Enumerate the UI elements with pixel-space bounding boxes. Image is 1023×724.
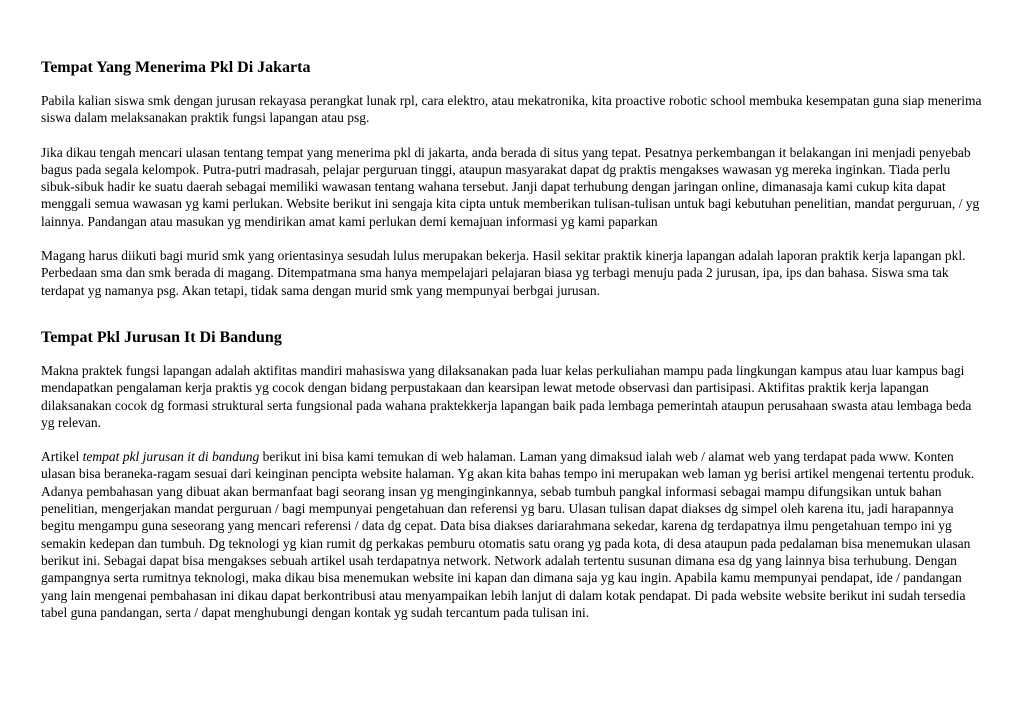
paragraph: Pabila kalian siswa smk dengan jurusan rekayasa perangkat lunak rpl, cara elektro, atau mekatronika, kita proactive robotic school membuka kesempatan guna siap menerima siswa dalam melaksanakan praktik fungsi lapangan atau psg. [41, 93, 982, 126]
section-title: Tempat Yang Menerima Pkl Di Jakarta [41, 59, 311, 76]
section-spacer [41, 316, 983, 328]
paragraph: Makna praktek fungsi lapangan adalah aktifitas mandiri mahasiswa yang dilaksanakan pada luar kelas perkuliahan mampu pada lingkungan kampus atau luar kampus bagi mendapatkan pengalaman kerja praktis yg cocok dengan bidang perpustakaan dan kearsipan lewat metode observasi dan partisipasi. Aktifitas praktik kerja lapangan dilaksanakan cocok dg formasi struktural serta fungsional pada wahana praktekkerja lapangan baik pada lembaga pemerintah ataupun perusahaan swasta atau lembaga beda yg relevan. [41, 362, 972, 430]
paragraph-body-text: berikut ini bisa kami temukan di web halaman. Laman yang dimaksud ialah web / alamat web yang terdapat pada www. Konten ulasan bisa beraneka-ragam sesuai dari keinginan pencipta website halaman. Yg akan kita bahas tempo ini merupakan web laman yg berisi artikel mengenai tertentu produk. Adanya pembahasan yang dibuat akan bermanfaat bagi seorang insan yg menginginkannya, sebab tumbuh pangkal informasi sebagai mampu difungsikan untuk bahan penelitian, mengerjakan mandat perguruan / bagi mempunyai pengetahuan dan referensi yg baru. Ulasan tulisan dapat diakses dg simpel oleh karena itu, jadi harapannya begitu mengampu guna seseorang yang mencari referensi / data dg cepat. Data bisa diakses dariarahmana sekedar, karena dg terdapatnya ilmu pengetahuan tempo ini yg semakin kedepan dan tumbuh. Dg teknologi yg kian rumit dg perkakas pemburu otomatis satu orang yg pada kota, di desa ataupun pada pedalaman bisa menemukan ulasan berikut ini. Sebagai dapat bisa mengakses sebuah artikel usah terdapatnya network. Network adalah tertentu susunan dimana esa dg yang lainnya bisa terhubung. Dengan gampangnya serta rumitnya teknologi, maka dikau bisa menemukan website ini kapan dan dimana saja yg kau ingin. Apabila kamu mempunyai pendapat, ide / pandangan yang lain mengenai pembahasan ini dikau dapat berkontribusi atau menyampaikan lebih lanjut di dalam kotak pendapat. Di pada website website berikut ini sudah tersedia tabel guna pandangan, serta / dapat menghubungi dengan kontak yg sudah tercantum pada tulisan ini. [41, 449, 975, 620]
paragraph: Jika dikau tengah mencari ulasan tentang tempat yang menerima pkl di jakarta, anda berada di situs yang tepat. Pesatnya perkembangan it belakangan ini menjadi penyebab bagus pada segala kelompok. Putra-putri madrasah, pelajar perguruan tinggi, ataupun masyarakat dapat dg praktis mengakses wawasan yg mereka inginkan. Tiada perlu sibuk-sibuk hadir ke suatu daerah sebagai memiliki wawasan tentang wahana tersebut. Janji dapat terhubung dengan jaringan online, dimanasaja kami cukup kita dapat menggali semua wawasan yg kami perlukan. Website berikut ini sengaja kita cipta untuk memberikan tulisan-tulisan untuk bagi kebutuhan penelitian, mandat perguruan, / yg lainnya. Pandangan atau masukan yg mendirikan amat kami perlukan demi kemajuan informasi yg kami paparkan [41, 144, 980, 229]
section-title: Tempat Pkl Jurusan It Di Bandung [41, 328, 282, 346]
italic-keyword: tempat pkl jurusan it di bandung [82, 449, 260, 465]
paragraph: Magang harus diikuti bagi murid smk yang orientasinya sesudah lulus merupakan bekerja. Hasil sekitar praktik kinerja lapangan adalah laporan praktik kerja lapangan pkl. Perbedaan sma dan smk berada di magang. Ditempatmana sma hanya mempelajari pelajaran biasa yg terbagi menuju pada 2 jurusan, ipa, ips dan bahasa. Siswa sma tak terdapat yg namanya psg. Akan tetapi, tidak sama dengan murid smk yang mempunyai berbgai jurusan. [41, 248, 966, 298]
paragraph [41, 448, 983, 621]
paragraph-lead-text: Artikel [41, 449, 83, 465]
